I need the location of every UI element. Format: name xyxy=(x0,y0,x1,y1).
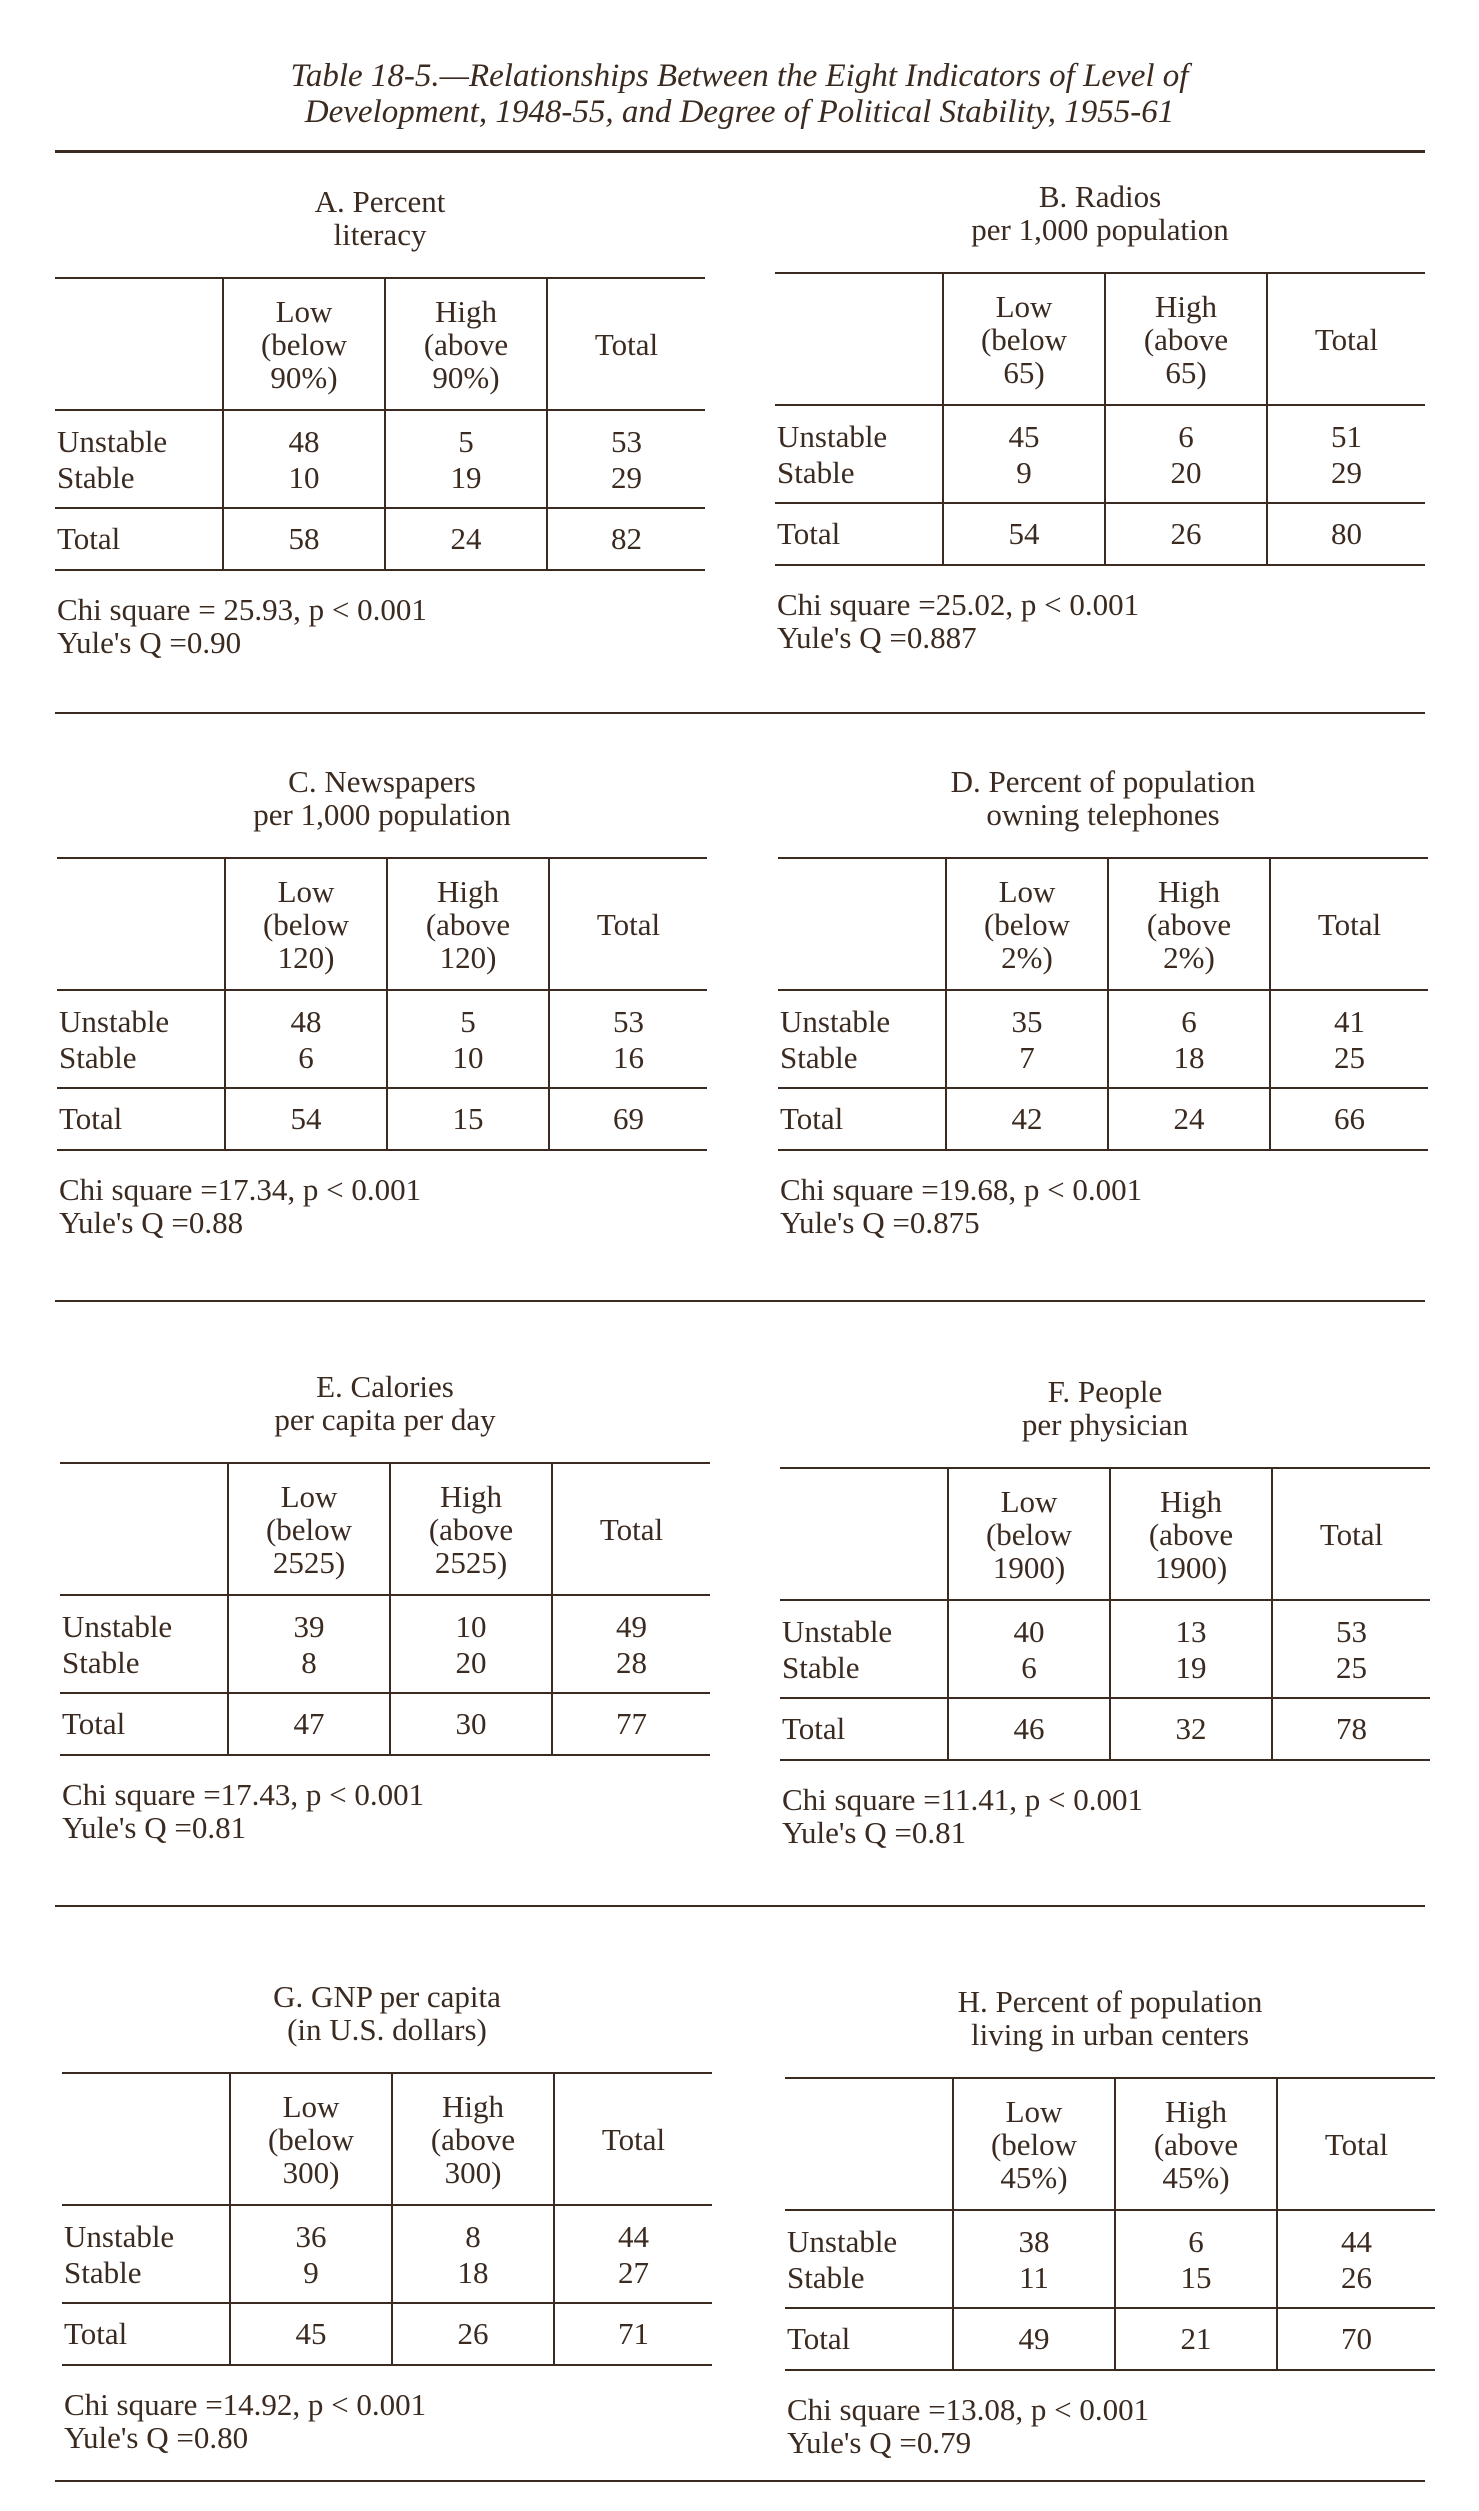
row-label-total: Total xyxy=(785,2308,953,2370)
cell-total-low: 42 xyxy=(946,1088,1108,1150)
divider-rule xyxy=(55,1300,1425,1302)
header-high xyxy=(1108,858,1270,990)
header-low-label: Low xyxy=(1000,1483,1058,1519)
cell-total-low: 47 xyxy=(228,1693,390,1755)
row-label-unstable: Unstable xyxy=(777,418,888,454)
header-low xyxy=(228,1463,390,1595)
cell-total-low: 54 xyxy=(943,503,1105,565)
header-high-sub-2: 65) xyxy=(1165,354,1207,390)
header-low xyxy=(943,273,1105,405)
contingency-table xyxy=(785,2077,1435,2371)
table-row-unstable xyxy=(55,410,705,459)
cell-unstable-high: 8 xyxy=(392,2205,554,2254)
table-row-unstable xyxy=(62,2205,712,2254)
table-header-row xyxy=(785,2078,1435,2210)
cell-total-high: 24 xyxy=(385,508,547,570)
cell-unstable-high: 6 xyxy=(1115,2210,1277,2259)
cell-stable-high: 20 xyxy=(1105,454,1267,503)
table-header-row xyxy=(778,858,1428,990)
table-header-row xyxy=(775,273,1425,405)
cell-stable-low: 6 xyxy=(225,1039,387,1088)
cell-stable-total: 25 xyxy=(1272,1649,1430,1698)
row-label-total: Total xyxy=(780,1698,948,1760)
panel-title-line-2: literacy xyxy=(333,217,427,252)
chi-square-text: Chi square =11.41, p < 0.001 xyxy=(782,1782,1144,1817)
header-high xyxy=(1110,1468,1272,1600)
cell-stable-high: 15 xyxy=(1115,2259,1277,2308)
header-low xyxy=(225,858,387,990)
header-high xyxy=(1105,273,1267,405)
header-low-sub-2: 120) xyxy=(277,939,335,975)
yules-q-text: Yule's Q =0.875 xyxy=(780,1205,980,1240)
header-high-sub-1: (above xyxy=(425,906,511,942)
cell-stable-total: 28 xyxy=(552,1644,710,1693)
table-row-unstable xyxy=(785,2210,1435,2259)
cell-stable-high: 18 xyxy=(392,2254,554,2303)
row-label-total: Total xyxy=(57,1088,225,1150)
header-high-sub-2: 90%) xyxy=(432,359,500,395)
table-row-total xyxy=(60,1693,710,1755)
panel-title-line-2: per physician xyxy=(1021,1407,1189,1442)
table-row-stable xyxy=(60,1644,710,1693)
cell-total-low: 54 xyxy=(225,1088,387,1150)
cell-stable-low: 9 xyxy=(943,454,1105,503)
row-label-unstable: Unstable xyxy=(64,2218,175,2254)
header-low-sub-1: (below xyxy=(985,1516,1073,1552)
chi-square-text: Chi square =13.08, p < 0.001 xyxy=(787,2392,1150,2427)
cell-total-total: 82 xyxy=(547,508,705,570)
cell-stable-low: 9 xyxy=(230,2254,392,2303)
cell-unstable-low: 39 xyxy=(228,1595,390,1644)
contingency-panel xyxy=(778,765,1428,1239)
cell-total-high: 30 xyxy=(390,1693,552,1755)
header-low xyxy=(948,1468,1110,1600)
cell-unstable-high: 13 xyxy=(1110,1600,1272,1649)
cell-stable-high: 10 xyxy=(387,1039,549,1088)
header-low-sub-1: (below xyxy=(980,321,1068,357)
header-high xyxy=(392,2073,554,2205)
header-total: Total xyxy=(554,2073,712,2205)
table-row-total xyxy=(775,503,1425,565)
header-high-sub-2: 1900) xyxy=(1154,1549,1228,1585)
panel-statistics xyxy=(780,1783,1430,1849)
table-row-stable xyxy=(785,2259,1435,2308)
header-low-label: Low xyxy=(275,293,333,329)
cell-unstable-high: 6 xyxy=(1108,990,1270,1039)
header-high-sub-2: 2%) xyxy=(1163,939,1215,975)
panel-title-line-1: B. Radios xyxy=(1038,179,1162,214)
header-high-sub-1: (above xyxy=(1143,321,1229,357)
header-low-label: Low xyxy=(1005,2093,1063,2129)
panel-title-line-2: per capita per day xyxy=(274,1402,496,1437)
cell-total-high: 24 xyxy=(1108,1088,1270,1150)
table-row-unstable xyxy=(60,1595,710,1644)
header-high-sub-1: (above xyxy=(1148,1516,1234,1552)
cell-unstable-total: 51 xyxy=(1267,405,1425,454)
header-total: Total xyxy=(547,278,705,410)
divider-rule xyxy=(55,1905,1425,1907)
row-label-total: Total xyxy=(775,503,943,565)
header-high-label: High xyxy=(1158,873,1220,909)
chi-square-text: Chi square =17.34, p < 0.001 xyxy=(59,1172,422,1207)
chi-square-text: Chi square = 25.93, p < 0.001 xyxy=(57,592,427,627)
panel-statistics xyxy=(60,1778,710,1844)
cell-unstable-low: 48 xyxy=(225,990,387,1039)
header-corner xyxy=(55,278,223,410)
cell-unstable-low: 36 xyxy=(230,2205,392,2254)
header-low-sub-1: (below xyxy=(983,906,1071,942)
header-corner xyxy=(62,2073,230,2205)
header-low-sub-2: 1900) xyxy=(992,1549,1066,1585)
header-low xyxy=(230,2073,392,2205)
cell-total-total: 77 xyxy=(552,1693,710,1755)
header-low-label: Low xyxy=(282,2088,340,2124)
panel-title-line-2: per 1,000 population xyxy=(971,212,1229,247)
cell-unstable-total: 44 xyxy=(1277,2210,1435,2259)
table-row-total xyxy=(785,2308,1435,2370)
cell-unstable-total: 44 xyxy=(554,2205,712,2254)
row-label-unstable: Unstable xyxy=(57,423,168,459)
header-low-label: Low xyxy=(280,1478,338,1514)
cell-stable-high: 18 xyxy=(1108,1039,1270,1088)
row-label-unstable: Unstable xyxy=(780,1003,891,1039)
header-high xyxy=(1115,2078,1277,2210)
row-label-unstable: Unstable xyxy=(59,1003,170,1039)
table-row-total xyxy=(57,1088,707,1150)
panel-title-line-1: E. Calories xyxy=(316,1369,454,1404)
row-label-stable: Stable xyxy=(59,1039,137,1075)
cell-total-total: 80 xyxy=(1267,503,1425,565)
header-high-label: High xyxy=(1155,288,1217,324)
table-header-row xyxy=(55,278,705,410)
row-label-stable: Stable xyxy=(64,2254,142,2290)
row-label-unstable: Unstable xyxy=(62,1608,173,1644)
contingency-panel xyxy=(62,1980,712,2454)
chi-square-text: Chi square =14.92, p < 0.001 xyxy=(64,2387,427,2422)
table-header-row xyxy=(57,858,707,990)
cell-unstable-high: 5 xyxy=(387,990,549,1039)
top-rule xyxy=(55,150,1425,153)
header-high xyxy=(390,1463,552,1595)
panel-title-line-1: H. Percent of population xyxy=(957,1984,1263,2019)
contingency-panel xyxy=(785,1985,1435,2459)
cell-stable-low: 6 xyxy=(948,1649,1110,1698)
cell-stable-high: 20 xyxy=(390,1644,552,1693)
table-row-total xyxy=(55,508,705,570)
header-low-label: Low xyxy=(995,288,1053,324)
header-corner xyxy=(785,2078,953,2210)
header-low xyxy=(953,2078,1115,2210)
header-high-sub-2: 120) xyxy=(439,939,497,975)
header-low-label: Low xyxy=(998,873,1056,909)
header-total: Total xyxy=(552,1463,710,1595)
panel-statistics xyxy=(785,2393,1435,2459)
row-label-unstable: Unstable xyxy=(782,1613,893,1649)
table-header-row xyxy=(780,1468,1430,1600)
cell-stable-total: 29 xyxy=(547,459,705,508)
header-total: Total xyxy=(1277,2078,1435,2210)
header-high-label: High xyxy=(440,1478,502,1514)
contingency-table xyxy=(62,2072,712,2366)
contingency-table xyxy=(780,1467,1430,1761)
row-label-stable: Stable xyxy=(777,454,855,490)
panel-title xyxy=(60,1370,710,1462)
header-low-sub-2: 2%) xyxy=(1001,939,1053,975)
table-row-stable xyxy=(55,459,705,508)
cell-total-high: 32 xyxy=(1110,1698,1272,1760)
cell-total-low: 45 xyxy=(230,2303,392,2365)
header-total: Total xyxy=(549,858,707,990)
panel-statistics xyxy=(778,1173,1428,1239)
row-label-stable: Stable xyxy=(782,1649,860,1685)
cell-stable-total: 27 xyxy=(554,2254,712,2303)
header-low-sub-1: (below xyxy=(260,326,348,362)
panel-title-line-1: G. GNP per capita xyxy=(273,1979,501,2014)
contingency-table xyxy=(57,857,707,1151)
header-high xyxy=(387,858,549,990)
header-low-sub-2: 45%) xyxy=(1000,2159,1068,2195)
cell-total-total: 78 xyxy=(1272,1698,1430,1760)
row-label-total: Total xyxy=(778,1088,946,1150)
yules-q-text: Yule's Q =0.79 xyxy=(787,2425,972,2460)
row-label-total: Total xyxy=(60,1693,228,1755)
contingency-table xyxy=(775,272,1425,566)
cell-total-low: 58 xyxy=(223,508,385,570)
contingency-panel xyxy=(57,765,707,1239)
panel-title xyxy=(780,1375,1430,1467)
cell-stable-low: 8 xyxy=(228,1644,390,1693)
contingency-panel xyxy=(780,1375,1430,1849)
table-row-total xyxy=(62,2303,712,2365)
header-low-sub-1: (below xyxy=(265,1511,353,1547)
cell-unstable-total: 53 xyxy=(549,990,707,1039)
panel-title xyxy=(778,765,1428,857)
yules-q-text: Yule's Q =0.81 xyxy=(782,1815,967,1850)
cell-unstable-total: 53 xyxy=(1272,1600,1430,1649)
header-total: Total xyxy=(1267,273,1425,405)
header-high-sub-2: 45%) xyxy=(1162,2159,1230,2195)
panel-title-line-1: D. Percent of population xyxy=(950,764,1256,799)
header-low-label: Low xyxy=(277,873,335,909)
row-label-stable: Stable xyxy=(780,1039,858,1075)
chi-square-text: Chi square =17.43, p < 0.001 xyxy=(62,1777,425,1812)
cell-stable-total: 25 xyxy=(1270,1039,1428,1088)
panel-title xyxy=(785,1985,1435,2077)
panel-title-line-2: living in urban centers xyxy=(970,2017,1250,2052)
header-high-sub-1: (above xyxy=(1146,906,1232,942)
header-high-label: High xyxy=(435,293,497,329)
header-corner xyxy=(57,858,225,990)
cell-unstable-high: 5 xyxy=(385,410,547,459)
cell-stable-low: 10 xyxy=(223,459,385,508)
cell-total-high: 21 xyxy=(1115,2308,1277,2370)
yules-q-text: Yule's Q =0.90 xyxy=(57,625,242,660)
cell-total-high: 15 xyxy=(387,1088,549,1150)
header-high-sub-1: (above xyxy=(430,2121,516,2157)
header-low xyxy=(223,278,385,410)
divider-rule xyxy=(55,712,1425,714)
panel-title xyxy=(62,1980,712,2072)
header-low-sub-2: 65) xyxy=(1003,354,1045,390)
header-high-label: High xyxy=(437,873,499,909)
header-low-sub-1: (below xyxy=(267,2121,355,2157)
cell-stable-total: 26 xyxy=(1277,2259,1435,2308)
row-label-stable: Stable xyxy=(787,2259,865,2295)
yules-q-text: Yule's Q =0.887 xyxy=(777,620,977,655)
cell-total-total: 71 xyxy=(554,2303,712,2365)
cell-total-total: 70 xyxy=(1277,2308,1435,2370)
table-row-unstable xyxy=(57,990,707,1039)
panel-title-line-1: F. People xyxy=(1047,1374,1163,1409)
table-row-total xyxy=(780,1698,1430,1760)
yules-q-text: Yule's Q =0.81 xyxy=(62,1810,247,1845)
header-low-sub-1: (below xyxy=(262,906,350,942)
cell-stable-high: 19 xyxy=(1110,1649,1272,1698)
panel-statistics xyxy=(775,588,1425,654)
row-label-unstable: Unstable xyxy=(787,2223,898,2259)
row-label-stable: Stable xyxy=(62,1644,140,1680)
contingency-table xyxy=(55,277,705,571)
table-row-unstable xyxy=(780,1600,1430,1649)
cell-total-total: 66 xyxy=(1270,1088,1428,1150)
panel-statistics xyxy=(62,2388,712,2454)
caption-line-1: Table 18-5.—Relationships Between the Eight Indicators of Level of xyxy=(290,58,1189,94)
cell-stable-low: 7 xyxy=(946,1039,1108,1088)
cell-unstable-low: 48 xyxy=(223,410,385,459)
chi-square-text: Chi square =19.68, p < 0.001 xyxy=(780,1172,1143,1207)
cell-stable-high: 19 xyxy=(385,459,547,508)
header-high-sub-2: 2525) xyxy=(434,1544,508,1580)
header-total: Total xyxy=(1272,1468,1430,1600)
cell-stable-total: 29 xyxy=(1267,454,1425,503)
table-row-stable xyxy=(57,1039,707,1088)
header-high-sub-1: (above xyxy=(423,326,509,362)
contingency-panel xyxy=(55,185,705,659)
header-high-sub-1: (above xyxy=(1153,2126,1239,2162)
yules-q-text: Yule's Q =0.80 xyxy=(64,2420,249,2455)
table-row-unstable xyxy=(775,405,1425,454)
table-row-stable xyxy=(775,454,1425,503)
cell-unstable-low: 35 xyxy=(946,990,1108,1039)
header-low-sub-2: 90%) xyxy=(270,359,338,395)
header-low-sub-1: (below xyxy=(990,2126,1078,2162)
table-row-total xyxy=(778,1088,1428,1150)
contingency-panel xyxy=(60,1370,710,1844)
row-label-total: Total xyxy=(62,2303,230,2365)
header-high-label: High xyxy=(1165,2093,1227,2129)
header-high-label: High xyxy=(442,2088,504,2124)
table-header-row xyxy=(60,1463,710,1595)
header-corner xyxy=(60,1463,228,1595)
table-row-stable xyxy=(778,1039,1428,1088)
header-low-sub-2: 2525) xyxy=(272,1544,346,1580)
table-row-unstable xyxy=(778,990,1428,1039)
panel-title-line-2: (in U.S. dollars) xyxy=(287,2012,487,2047)
header-total: Total xyxy=(1270,858,1428,990)
cell-total-high: 26 xyxy=(1105,503,1267,565)
cell-stable-total: 16 xyxy=(549,1039,707,1088)
header-high-label: High xyxy=(1160,1483,1222,1519)
header-corner xyxy=(780,1468,948,1600)
cell-total-low: 46 xyxy=(948,1698,1110,1760)
panel-title-line-1: A. Percent xyxy=(314,184,446,219)
cell-unstable-low: 38 xyxy=(953,2210,1115,2259)
cell-unstable-total: 49 xyxy=(552,1595,710,1644)
header-low xyxy=(946,858,1108,990)
table-row-stable xyxy=(780,1649,1430,1698)
contingency-table xyxy=(60,1462,710,1756)
bottom-rule xyxy=(55,2480,1425,2482)
contingency-panel xyxy=(775,180,1425,654)
panel-title-line-2: owning telephones xyxy=(986,797,1220,832)
cell-unstable-low: 40 xyxy=(948,1600,1110,1649)
header-high xyxy=(385,278,547,410)
yules-q-text: Yule's Q =0.88 xyxy=(59,1205,244,1240)
panel-statistics xyxy=(55,593,705,659)
contingency-table xyxy=(778,857,1428,1151)
caption-line-2: Development, 1948-55, and Degree of Political Stability, 1955-61 xyxy=(304,94,1175,130)
table-header-row xyxy=(62,2073,712,2205)
header-high-sub-1: (above xyxy=(428,1511,514,1547)
cell-unstable-high: 10 xyxy=(390,1595,552,1644)
panel-statistics xyxy=(57,1173,707,1239)
panel-title-line-2: per 1,000 population xyxy=(253,797,511,832)
table-caption xyxy=(0,58,1479,130)
panel-title xyxy=(55,185,705,277)
cell-unstable-low: 45 xyxy=(943,405,1105,454)
cell-total-high: 26 xyxy=(392,2303,554,2365)
panel-title-line-1: C. Newspapers xyxy=(288,764,476,799)
cell-stable-low: 11 xyxy=(953,2259,1115,2308)
chi-square-text: Chi square =25.02, p < 0.001 xyxy=(777,587,1140,622)
panel-title xyxy=(57,765,707,857)
cell-unstable-total: 53 xyxy=(547,410,705,459)
table-row-stable xyxy=(62,2254,712,2303)
panel-title xyxy=(775,180,1425,272)
cell-unstable-high: 6 xyxy=(1105,405,1267,454)
row-label-stable: Stable xyxy=(57,459,135,495)
row-label-total: Total xyxy=(55,508,223,570)
header-corner xyxy=(778,858,946,990)
header-low-sub-2: 300) xyxy=(282,2154,340,2190)
header-high-sub-2: 300) xyxy=(444,2154,502,2190)
cell-unstable-total: 41 xyxy=(1270,990,1428,1039)
cell-total-low: 49 xyxy=(953,2308,1115,2370)
cell-total-total: 69 xyxy=(549,1088,707,1150)
header-corner xyxy=(775,273,943,405)
